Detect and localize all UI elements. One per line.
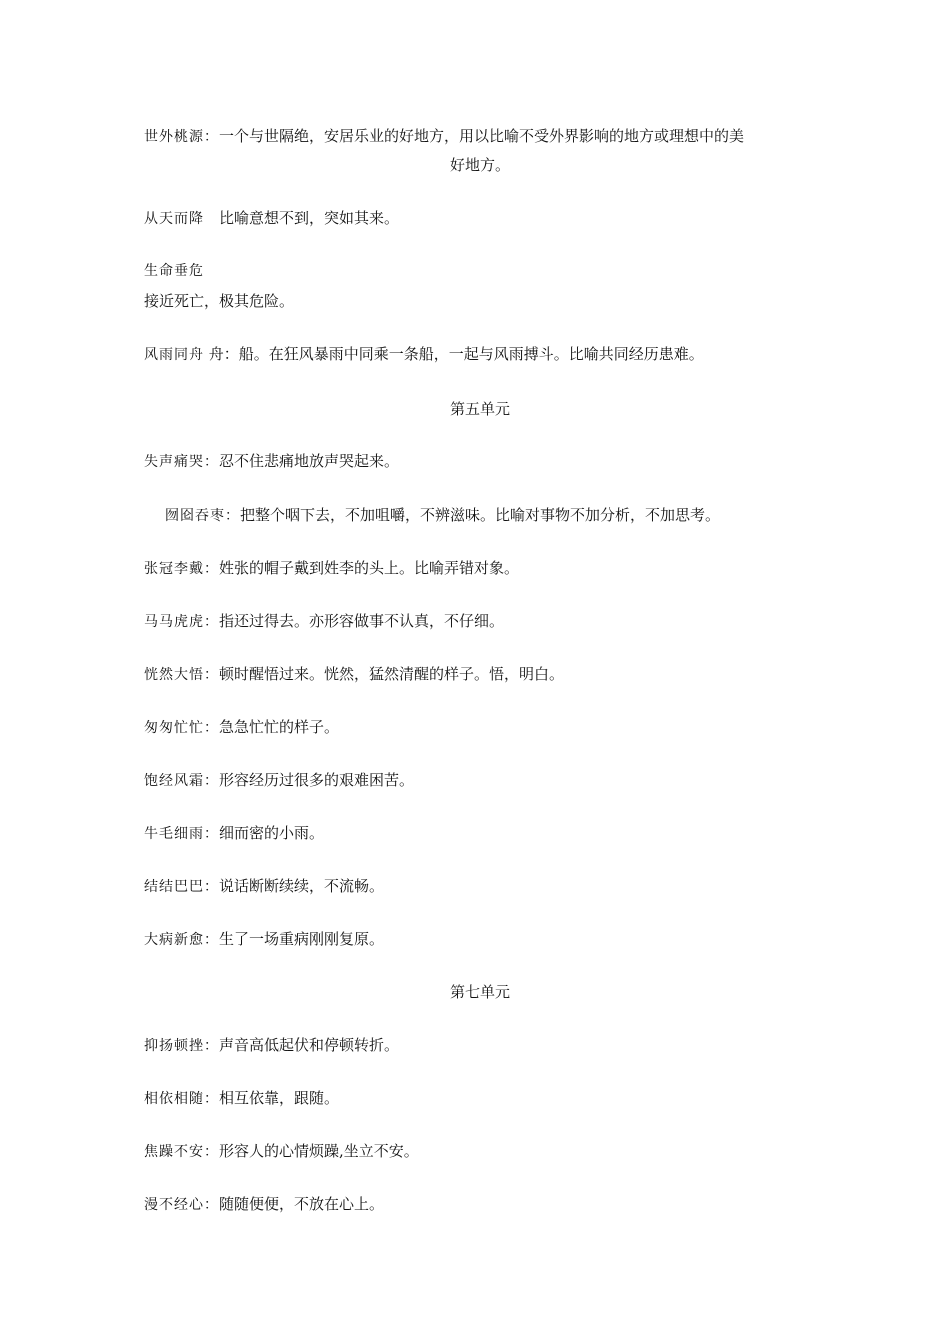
idiom-definition: 形容人的心情烦躁,坐立不安。 [219, 1142, 419, 1160]
idiom-definition: 形容经历过很多的艰难困苦。 [219, 771, 415, 789]
unit-heading: 第七单元 [449, 983, 510, 1001]
idiom-definition: 忍不住悲痛地放声哭起来。 [219, 452, 400, 470]
idiom-entry [144, 928, 816, 951]
idiom-entry [144, 610, 816, 633]
idiom-term: 大病新愈： [144, 932, 219, 948]
idiom-term: 匆匆忙忙： [144, 720, 219, 736]
idiom-definition: 顿时醒悟过来。恍然，猛然清醒的样子。悟，明白。 [219, 665, 565, 683]
idiom-entry [144, 343, 816, 366]
idiom-definition: 生了一场重病刚刚复原。 [219, 930, 385, 948]
idiom-entry [144, 769, 816, 792]
idiom-term: 囫囵吞枣： [165, 508, 240, 524]
idiom-entry [144, 557, 816, 580]
idiom-definition-continued: 好地方。 [449, 156, 510, 174]
idiom-term: 相依相随： [144, 1091, 219, 1107]
idiom-definition: 把整个咽下去，不加咀嚼，不辨滋味。比喻对事物不加分析，不加思考。 [240, 506, 721, 524]
idiom-definition: 随随便便，不放在心上。 [219, 1195, 385, 1213]
idiom-term: 风雨同舟 [144, 347, 204, 363]
idiom-definition: 说话断断续续，不流畅。 [219, 877, 385, 895]
idiom-term: 漫不经心： [144, 1197, 219, 1213]
idiom-term: 焦躁不安： [144, 1144, 219, 1160]
idiom-definition: 指还过得去。亦形容做事不认真，不仔细。 [219, 612, 505, 630]
idiom-definition: 细而密的小雨。 [219, 824, 325, 842]
idiom-term: 抑扬顿挫： [144, 1038, 219, 1054]
idiom-term: 结结巴巴： [144, 879, 219, 895]
idiom-definition: 接近死亡，极其危险。 [144, 292, 295, 310]
idiom-term: 牛毛细雨： [144, 826, 219, 842]
idiom-definition: 相互依靠，跟随。 [219, 1089, 340, 1107]
idiom-definition: 急急忙忙的样子。 [219, 718, 340, 736]
idiom-entry [144, 450, 816, 473]
idiom-entry [144, 1034, 816, 1057]
idiom-term: 马马虎虎： [144, 614, 219, 630]
idiom-entry [144, 1193, 816, 1216]
idiom-entry [144, 663, 816, 686]
idiom-term: 恍然大悟： [144, 667, 219, 683]
idiom-term: 失声痛哭： [144, 454, 219, 470]
idiom-entry [144, 207, 816, 230]
idiom-definition: 比喻意想不到，突如其来。 [204, 209, 400, 227]
idiom-definition: 姓张的帽子戴到姓李的头上。比喻弄错对象。 [219, 559, 520, 577]
idiom-term: 世外桃源： [144, 129, 219, 145]
idiom-term: 张冠李戴： [144, 561, 219, 577]
idiom-entry [144, 716, 816, 739]
idiom-definition: 声音高低起伏和停顿转折。 [219, 1036, 400, 1054]
idiom-entry [144, 1140, 816, 1163]
idiom-entry [144, 1087, 816, 1110]
idiom-term: 从天而降 [144, 211, 204, 227]
idiom-entry [144, 875, 816, 898]
idiom-entry [144, 125, 816, 176]
idiom-definition: 舟：船。在狂风暴雨中同乘一条船，一起与风雨搏斗。比喻共同经历患难。 [204, 345, 704, 363]
idiom-entry [144, 260, 816, 312]
idiom-term: 生命垂危 [144, 263, 204, 279]
idiom-entry [165, 504, 837, 527]
idiom-entry [144, 822, 816, 845]
idiom-term: 饱经风霜： [144, 773, 219, 789]
unit-heading: 第五单元 [449, 400, 510, 418]
idiom-definition: 一个与世隔绝，安居乐业的好地方，用以比喻不受外界影响的地方或理想中的美 [219, 127, 745, 145]
